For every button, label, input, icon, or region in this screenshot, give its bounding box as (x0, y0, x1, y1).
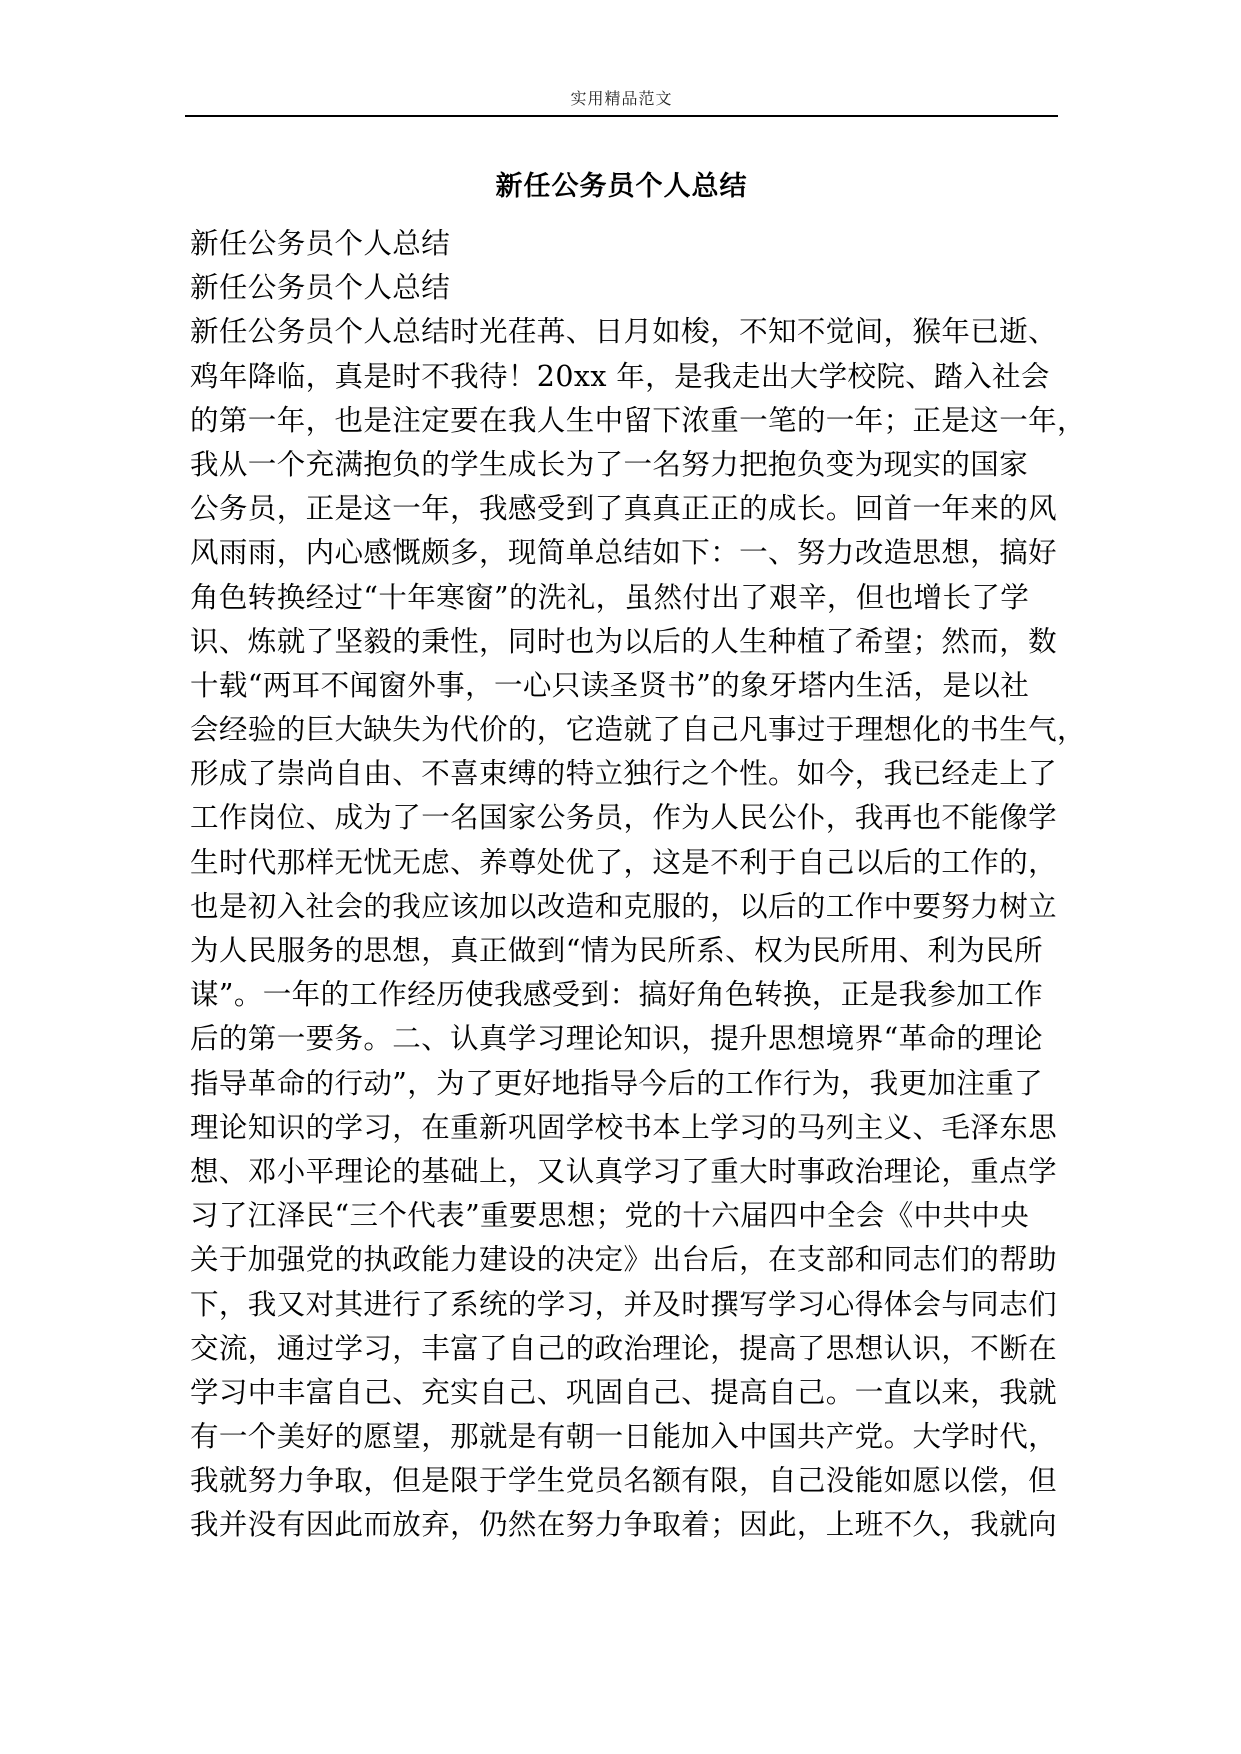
body-line: 生时代那样无忧无虑、养尊处优了，这是不利于自己以后的工作的， (190, 845, 1058, 879)
body-line: 有一个美好的愿望，那就是有朝一日能加入中国共产党。大学时代， (190, 1420, 1058, 1454)
body-line: 我就努力争取，但是限于学生党员名额有限，自己没能如愿以偿，但 (190, 1464, 1058, 1498)
body-line: 新任公务员个人总结 (190, 227, 451, 260)
body-line: 后的第一要务。二、认真学习理论知识，提升思想境界“革命的理论 (190, 1022, 1044, 1056)
body-line: 关于加强党的执政能力建设的决定》出台后，在支部和同志们的帮助 (190, 1243, 1058, 1277)
body-line: 鸡年降临，真是时不我待！20xx 年，是我走出大学校院、踏入社会 (190, 359, 1050, 393)
body-line: 下，我又对其进行了系统的学习，并及时撰写学习心得体会与同志们 (190, 1287, 1058, 1321)
body-line: 习了江泽民“三个代表”重要思想；党的十六届四中全会《中共中央 (190, 1199, 1030, 1233)
body-line: 十载“两耳不闻窗外事，一心只读圣贤书”的象牙塔内生活，是以社 (190, 668, 1030, 702)
header-divider (185, 115, 1058, 117)
body-line: 谋”。一年的工作经历使我感受到：搞好角色转换，正是我参加工作 (190, 978, 1044, 1012)
body-line: 新任公务员个人总结时光荏苒、日月如梭，不知不觉间，猴年已逝、 (190, 315, 1058, 349)
body-line: 公务员，正是这一年，我感受到了真真正正的成长。回首一年来的风 (190, 492, 1058, 526)
document-title: 新任公务员个人总结 (495, 171, 748, 202)
body-line: 我从一个充满抱负的学生成长为了一名努力把抱负变为现实的国家 (190, 447, 1029, 481)
body-line: 指导革命的行动”，为了更好地指导今后的工作行为，我更加注重了 (190, 1066, 1044, 1100)
body-line: 风雨雨，内心感慨颇多，现简单总结如下：一、努力改造思想，搞好 (190, 536, 1058, 570)
body-line: 工作岗位、成为了一名国家公务员，作为人民公仆，我再也不能像学 (190, 801, 1058, 835)
body-line: 也是初入社会的我应该加以改造和克服的，以后的工作中要努力树立 (190, 889, 1058, 923)
body-line: 角色转换经过“十年寒窗”的洗礼，虽然付出了艰辛，但也增长了学 (190, 580, 1030, 614)
body-line: 形成了崇尚自由、不喜束缚的特立独行之个性。如今，我已经走上了 (190, 757, 1058, 791)
body-line: 新任公务员个人总结 (190, 271, 451, 305)
body-line: 交流，通过学习，丰富了自己的政治理论，提高了思想认识，不断在 (190, 1331, 1058, 1365)
page-header: 实用精品范文 (570, 89, 673, 108)
body-line: 会经验的巨大缺失为代价的，它造就了自己凡事过于理想化的书生气， (190, 713, 1086, 747)
body-line: 理论知识的学习，在重新巩固学校书本上学习的马列主义、毛泽东思 (190, 1110, 1058, 1144)
body-line: 学习中丰富自己、充实自己、巩固自己、提高自己。一直以来，我就 (190, 1375, 1058, 1409)
body-line: 的第一年，也是注定要在我人生中留下浓重一笔的一年；正是这一年， (190, 403, 1086, 437)
body-line: 识、炼就了坚毅的秉性，同时也为以后的人生种植了希望；然而，数 (190, 624, 1058, 658)
body-line: 为人民服务的思想，真正做到“情为民所系、权为民所用、利为民所 (190, 934, 1044, 967)
body-line: 我并没有因此而放弃，仍然在努力争取着；因此，上班不久，我就向 (190, 1508, 1058, 1542)
body-line: 想、邓小平理论的基础上，又认真学习了重大时事政治理论，重点学 (190, 1154, 1058, 1188)
document-body (190, 222, 1086, 1548)
